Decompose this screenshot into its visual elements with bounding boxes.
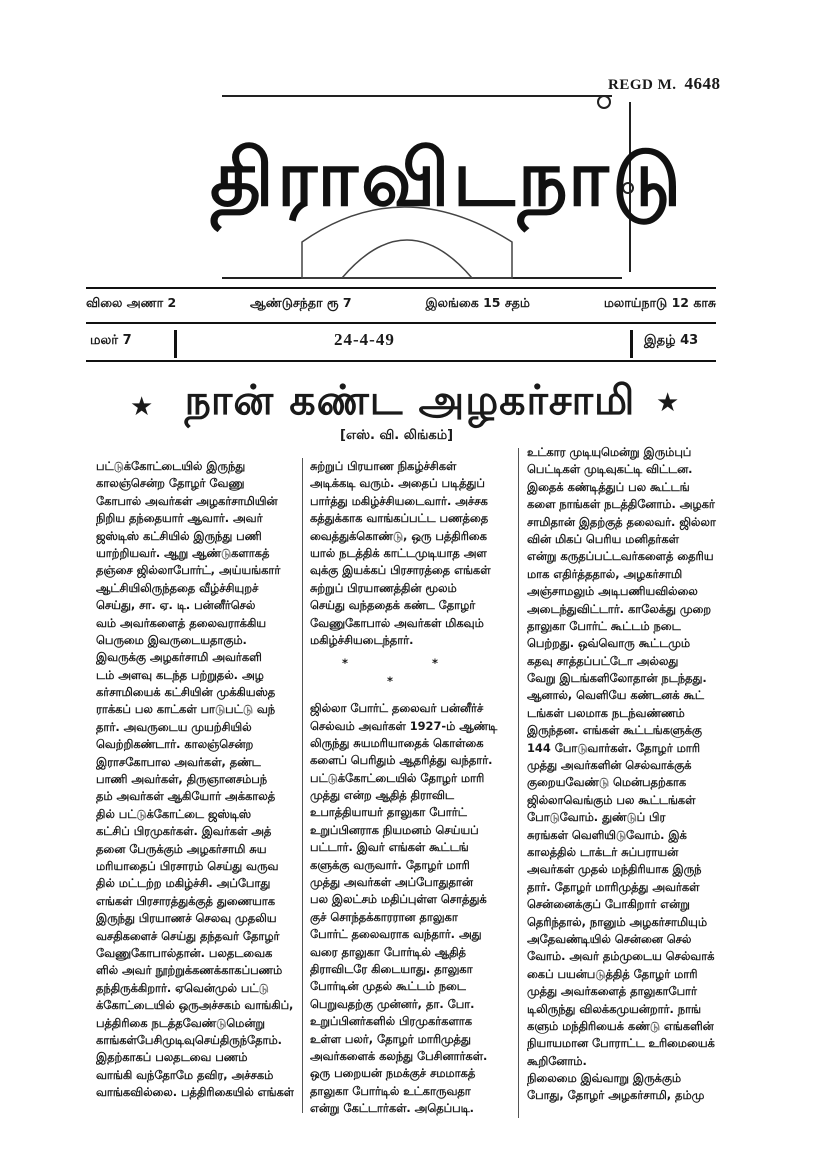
article-line: ஆனால், வெளியே கண்டனக் கூட் <box>527 688 704 703</box>
article-line: எங்கள் பிரசாரத்துக்குத் துணையாக <box>96 893 275 908</box>
article-line: தார். அவருடைய முயற்சியில் <box>96 719 252 734</box>
article-line: நிலைமை இவ்வாறு இருக்கும் <box>527 1071 682 1086</box>
article-line: சாமிதான் இதற்குத் தலைவர். ஜில்லா <box>527 514 716 529</box>
article-line: பட்டுக்கோட்டையில் தோழர் மாரி <box>310 770 485 785</box>
article-line: பல இலட்சம் மதிப்புள்ள சொத்துக் <box>310 892 487 907</box>
article-line: கட்சிப் பிரமுகர்கள். இவர்கள் அத் <box>96 824 272 839</box>
article-line: பெறுவதற்கு முன்னர், தா. போ. <box>310 996 475 1011</box>
article-line: இராசகோபால அவர்கள், தண்ட <box>96 754 261 769</box>
article-line: இருந்தன. எங்கள் கூட்டங்களுக்கு <box>527 723 702 738</box>
article-line: பார்த்து மகிழ்ச்சியடைவார். அச்சக <box>310 493 488 508</box>
article-line: டங்கள் பலமாக நடந்வண்ணம் <box>527 705 685 720</box>
article-column-3 <box>527 444 727 1105</box>
section-separator: * * * <box>342 656 478 688</box>
article-line: பத்திரிகை நடத்தவேண்டுமென்று <box>96 1015 265 1030</box>
issue-row <box>86 330 716 358</box>
article-line: தெரிந்தால், நானும் அழகர்சாமியும் <box>527 914 707 929</box>
article-line: வாங்கவில்லை. பத்திரிகையில் எங்கள் <box>96 1085 294 1100</box>
article-line: யால் நடத்திக் காட்டமுடியாத அள <box>310 545 487 560</box>
volume-number: மலர் 7 <box>90 333 132 348</box>
registration-value: 4648 <box>684 74 721 93</box>
column-divider-2 <box>518 448 519 1118</box>
article-line: அதேவண்டியில் சென்னை செல் <box>527 931 692 946</box>
article-line: வேணுகோபால்தான். பலதடவைக <box>96 945 273 960</box>
article-line: உபாத்தியாயர் தாலுகா போர்ட் <box>310 805 467 820</box>
annual-subscription: ஆண்டுசந்தா ரூ 7 <box>250 295 352 310</box>
article-line: 144 போடுவார்கள். தோழர் மாரி <box>527 740 700 755</box>
article-line: உறுப்பினராக நியமனம் செய்யப் <box>310 822 479 837</box>
article-line: பெற்றது. ஒவ்வொரு கூட்டமும் <box>527 636 691 651</box>
article-line: க்கோட்டையில் ஒருஅச்சகம் வாங்கிப், <box>96 998 294 1013</box>
article-line: திராவிடரே கிடையாது. தாலுகா <box>310 961 473 976</box>
article-line: கர்சாமியைக் கட்சியின் முக்கியஸ்த <box>96 685 276 700</box>
article-line: ஜில்லாவெங்கும் பல கூட்டங்கள் <box>527 792 696 807</box>
article-line: டம் அளவு கடந்த பற்றுதல். அழ <box>96 667 264 682</box>
article-line: வைத்துக்கொண்டு, ஒரு பத்திரிகை <box>310 528 487 543</box>
article-line: வின் மிகப் பெரிய மனிதர்கள் <box>527 531 679 546</box>
article-line: பட்டுக்கோட்டையில் இருந்து <box>96 459 246 473</box>
article-line: டிலிருந்து விலக்கமுயன்றார். நாங் <box>527 1001 702 1016</box>
article-line: ஆட்சியிலிருந்ததை வீழ்ச்சியுறச் <box>96 580 259 595</box>
article-line: களுக்கு வருவார். தோழர் மாரி <box>310 857 470 872</box>
top-rule <box>86 287 716 289</box>
registration-label: REGD M. <box>608 77 677 93</box>
article-line: பெருமை இவருடையதாகும். <box>96 632 247 647</box>
issue-date: 24-4-49 <box>334 330 395 349</box>
article-line: அவர்களைக் கலந்து பேசினார்கள். <box>310 1048 488 1063</box>
registration-number <box>608 74 721 94</box>
price-info-row <box>86 295 716 312</box>
single-copy-price: விலை அணா 2 <box>86 295 177 310</box>
article-line: சுற்றுப் பிரயாண நிகழ்ச்சிகள் <box>310 459 457 473</box>
left-star-icon: ★ <box>130 392 154 422</box>
article-line: முத்து அவர்கள் அப்போதுதான் <box>310 875 473 890</box>
article-line: என்று கருதப்பட்டவர்களைத் தைரிய <box>527 549 714 564</box>
article-line: உட்கார முடியுமென்று இரும்புப் <box>527 445 692 459</box>
article-line: தாலுகா போர்டில் உட்காருவதா <box>310 1083 471 1098</box>
article-line: நியாயமான போராட்ட உரிமையைக் <box>527 1036 715 1051</box>
article-line: வுக்கு இயக்கப் பிரசாரத்தை எங்கள் <box>310 563 491 578</box>
article-line: வோம். அவர் தம்முடைய செல்வாக் <box>527 949 715 964</box>
article-line: இதற்காகப் பலதடவை பணம் <box>96 1050 248 1065</box>
article-line: அடிக்கடி வரும். அதைப் படித்துப் <box>310 476 485 491</box>
article-line: மாக எதிர்த்ததால், அழகர்சாமி <box>527 566 683 581</box>
article-line: இருந்து பிரயாணச் செலவு முதலிய <box>96 911 277 926</box>
article-line: போது, தோழர் அழகர்சாமி, தம்மு <box>527 1088 705 1103</box>
article-line: முத்து அவர்களைத் தாலுகாபோர் <box>527 984 697 999</box>
article-line: யாற்றியவர். ஆறு ஆண்டுகளாகத் <box>96 545 270 560</box>
article-line: மகிழ்ச்சியடைந்தார். <box>310 632 414 647</box>
article-line: செய்து வந்ததைக் கண்ட தோழர் <box>310 598 476 613</box>
article-line: குச் சொந்தக்காரரான தாலுகா <box>310 909 458 924</box>
article-line: ஜில்லா போர்ட் தலைவர் பன்னீர்ச் <box>310 701 484 716</box>
issue-number: இதழ் 43 <box>644 333 699 348</box>
article-line: தார். தோழர் மாரிமுத்து அவர்கள் <box>527 879 700 894</box>
article-line: போர்ட் தலைவராக வந்தார். அது <box>310 927 482 942</box>
article-line: தாலுகா போர்ட் கூட்டம் நடை <box>527 618 681 633</box>
article-line: கோபால் அவர்கள் அழகர்சாமியின் <box>96 493 278 508</box>
malaya-price: மலாய்நாடு 12 காசு <box>603 295 716 310</box>
article-line: தஞ்சை ஜில்லாபோர்ட், அய்யங்கார் <box>96 563 281 578</box>
article-line: கைப் பயன்படுத்தித் தோழர் மாரி <box>527 966 698 981</box>
article-line: தில் மட்டற்ற மகிழ்ச்சி. அப்போது <box>96 876 271 891</box>
article-line: முத்து அவர்களின் செல்வாக்குக் <box>527 758 692 773</box>
article-line: மரியாதைப் பிரசாரம் செய்து வருவ <box>96 858 279 873</box>
article-byline: [எஸ். வி. லிங்கம்] <box>340 428 454 443</box>
article-line: குறையவேண்டு மென்பதற்காக <box>527 775 687 790</box>
masthead-title: திராவிடநாடு <box>210 133 685 224</box>
article-headline: நான் கண்ட அழகர்சாமி <box>184 376 636 424</box>
article-line: ராக்கப் பல காட்கள் பாடுபட்டு வந் <box>96 702 276 717</box>
column-divider-1 <box>302 458 303 1113</box>
article-line: தந்திருக்கிறார். ஏவென்முல் பட்டு <box>96 980 269 995</box>
article-line: வேறு இடங்களிலோதான் நடந்தது. <box>527 671 707 686</box>
article-line: வாங்கி வந்தோமே தவிர, அச்சகம் <box>96 1067 274 1082</box>
article-line: பெட்டிகள் முடிவுகட்டி விட்டன. <box>527 462 693 477</box>
issue-bottom-rule <box>86 360 716 362</box>
article-line: கத்துக்காக வாங்கப்பட்ட பணத்தை <box>310 511 489 526</box>
article-line: காங்கள்பேசிமுடிவுசெய்திருந்தோம். <box>96 1032 282 1047</box>
article-line: தில் பட்டுக்கோட்டை ஜஸ்டிஸ் <box>96 806 251 821</box>
article-line: காலஞ்சென்ற தோழர் வேணு <box>96 476 245 491</box>
article-line: போர்டின் முதல் கூட்டம் நடை <box>310 979 466 994</box>
article-line: பாணி அவர்கள், திருஞானசம்பந் <box>96 772 268 787</box>
article-line: ஜஸ்டிஸ் கட்சியில் இருந்து பணி <box>96 528 262 543</box>
article-line: களைப் பெரிதும் ஆதரித்து வந்தார். <box>310 753 493 768</box>
article-line: அவர்கள் முதல் மந்திரியாக இருந் <box>527 862 702 877</box>
article-line: இதைக் கண்டித்துப் பல கூட்டங் <box>527 479 690 494</box>
article-line: அடைந்துவிட்டார். காலேக்து முறை <box>527 601 712 616</box>
article-line: வசதிகளைச் செய்து தந்தவர் தோழர் <box>96 928 280 943</box>
article-line: வம் அவர்களைத் தலைவராக்கிய <box>96 615 267 630</box>
article-line: களை நாங்கள் நடத்தினோம். அழகர் <box>527 497 715 512</box>
article-column-1 <box>96 458 294 1101</box>
article-line: வரை தாலுகா போர்டில் ஆதித் <box>310 944 466 959</box>
article-line: சென்னைக்குப் போகிறார் என்று <box>527 897 690 912</box>
article-line: சுற்றுப் பிரயாணத்தின் மூலம் <box>310 580 457 595</box>
article-line: உறுப்பினர்களில் பிரமுகர்களாக <box>310 1014 472 1029</box>
article-line: ளில் அவர் நூற்றுக்கணக்காகப்பணம் <box>96 963 283 978</box>
article-line: களும் மந்திரியைக் கண்டு எங்களின் <box>527 1018 714 1033</box>
article-line: என்று கேட்டார்கள். அதெப்படி. <box>310 1101 474 1116</box>
right-star-icon: ★ <box>656 388 680 418</box>
article-line: இவருக்கு அழகர்சாமி அவர்களி <box>96 650 262 665</box>
article-line: கதவு சாத்தப்பட்டோ அல்லது <box>527 653 679 668</box>
ceylon-price: இலங்கை 15 சதம் <box>425 295 530 310</box>
article-line: வெற்றிகண்டார். காலஞ்சென்ற <box>96 737 254 752</box>
article-line: போடுவோம். துண்டுப் பிர <box>527 810 666 825</box>
article-line: உள்ள பலர், தோழர் மாரிமுத்து <box>310 1031 471 1046</box>
article-line: லிருந்து சுயமரியாதைக் கொள்கை <box>310 735 484 750</box>
article-line: பட்டார். இவர் எங்கள் கூட்டங் <box>310 840 469 855</box>
article-line: நிறிய தந்தையார் ஆவார். அவர் <box>96 511 263 526</box>
article-line: அஞ்சாமலும் அடிபணியவில்லை <box>527 584 698 599</box>
article-line: தனை பேருக்கும் அழகர்சாமி சுய <box>96 841 267 856</box>
article-line: காலத்தில் டாக்டர் சுப்பராயன் <box>527 844 679 859</box>
article-line: முத்து என்ற ஆதித் திராவிட <box>310 788 454 803</box>
mid-rule <box>86 322 716 324</box>
article-line: சுரங்கள் வெளியிடுவோம். இக் <box>527 827 687 842</box>
article-line: செல்வம் அவர்கள் 1927-ம் ஆண்டி <box>310 718 498 733</box>
article-line: வேணுகோபால் அவர்கள் மிகவும் <box>310 615 484 630</box>
article-line: ஒரு பறையன் நமக்குச் சமமாகத் <box>310 1066 476 1081</box>
article-line: செய்து, சா. ஏ. டி. பன்னீர்செல் <box>96 598 256 613</box>
article-line: கூறினோம். <box>527 1053 587 1068</box>
article-line: தம் அவர்கள் ஆகியோர் அக்காலத் <box>96 789 276 804</box>
article-column-2 <box>310 458 510 1117</box>
